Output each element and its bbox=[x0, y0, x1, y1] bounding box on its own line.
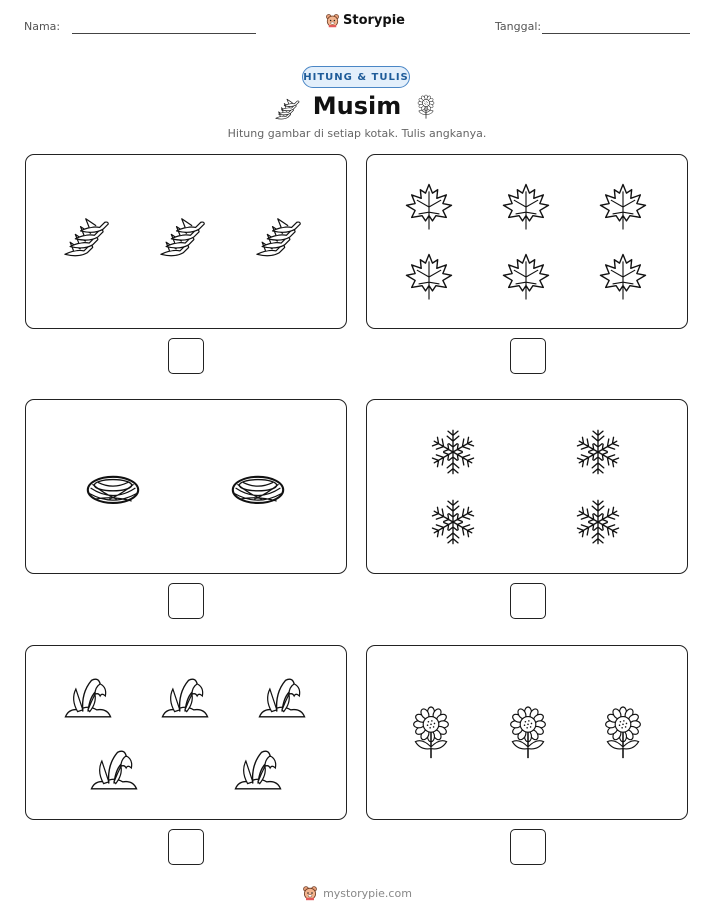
count-panel-leaves bbox=[366, 154, 688, 329]
footer bbox=[0, 885, 714, 901]
snowdrop-flower-icon bbox=[232, 742, 284, 794]
brand-name: Storypie bbox=[343, 13, 405, 28]
activity-badge: HITUNG & TULIS bbox=[302, 66, 410, 88]
maple-leaf-icon bbox=[500, 181, 552, 233]
geese-flock-icon bbox=[250, 211, 302, 263]
maple-leaf-icon bbox=[597, 181, 649, 233]
bird-nest-icon bbox=[78, 460, 148, 516]
geese-flock-icon bbox=[154, 211, 206, 263]
snowdrop-flower-icon bbox=[256, 670, 308, 722]
count-panel-geese bbox=[25, 154, 347, 329]
date-field[interactable] bbox=[542, 33, 690, 34]
count-panel-snowflakes bbox=[366, 399, 688, 574]
footer-url[interactable]: mystorypie.com bbox=[323, 886, 412, 900]
storypie-bear-icon bbox=[302, 885, 318, 901]
answer-box-snowdrops[interactable] bbox=[168, 829, 204, 865]
snowflake-icon bbox=[428, 427, 478, 477]
answer-box-nests[interactable] bbox=[168, 583, 204, 619]
maple-leaf-icon bbox=[597, 251, 649, 303]
geese-flock-icon bbox=[58, 211, 110, 263]
count-panel-nests bbox=[25, 399, 347, 574]
snowflake-icon bbox=[428, 497, 478, 547]
storypie-bear-icon bbox=[325, 13, 340, 28]
page-title: Musim bbox=[312, 92, 402, 120]
snowdrop-flower-icon bbox=[88, 742, 140, 794]
sunflower-icon bbox=[405, 698, 457, 768]
answer-box-snowflakes[interactable] bbox=[510, 583, 546, 619]
name-label: Nama: bbox=[24, 20, 61, 33]
maple-leaf-icon bbox=[500, 251, 552, 303]
snowflake-icon bbox=[573, 497, 623, 547]
answer-box-leaves[interactable] bbox=[510, 338, 546, 374]
count-panel-snowdrops bbox=[25, 645, 347, 820]
maple-leaf-icon bbox=[403, 181, 455, 233]
storypie-logo bbox=[325, 13, 405, 28]
snowdrop-flower-icon bbox=[159, 670, 211, 722]
count-panel-sunflowers bbox=[366, 645, 688, 820]
date-label: Tanggal: bbox=[495, 20, 542, 33]
sunflower-icon bbox=[502, 698, 554, 768]
instructions: Hitung gambar di setiap kotak. Tulis angkanya. bbox=[227, 127, 487, 140]
snowdrop-flower-icon bbox=[62, 670, 114, 722]
maple-leaf-icon bbox=[403, 251, 455, 303]
name-field[interactable] bbox=[72, 33, 256, 34]
sunflower-icon bbox=[414, 92, 438, 122]
sunflower-icon bbox=[597, 698, 649, 768]
snowflake-icon bbox=[573, 427, 623, 477]
bird-nest-icon bbox=[223, 460, 293, 516]
answer-box-geese[interactable] bbox=[168, 338, 204, 374]
answer-box-sunflowers[interactable] bbox=[510, 829, 546, 865]
